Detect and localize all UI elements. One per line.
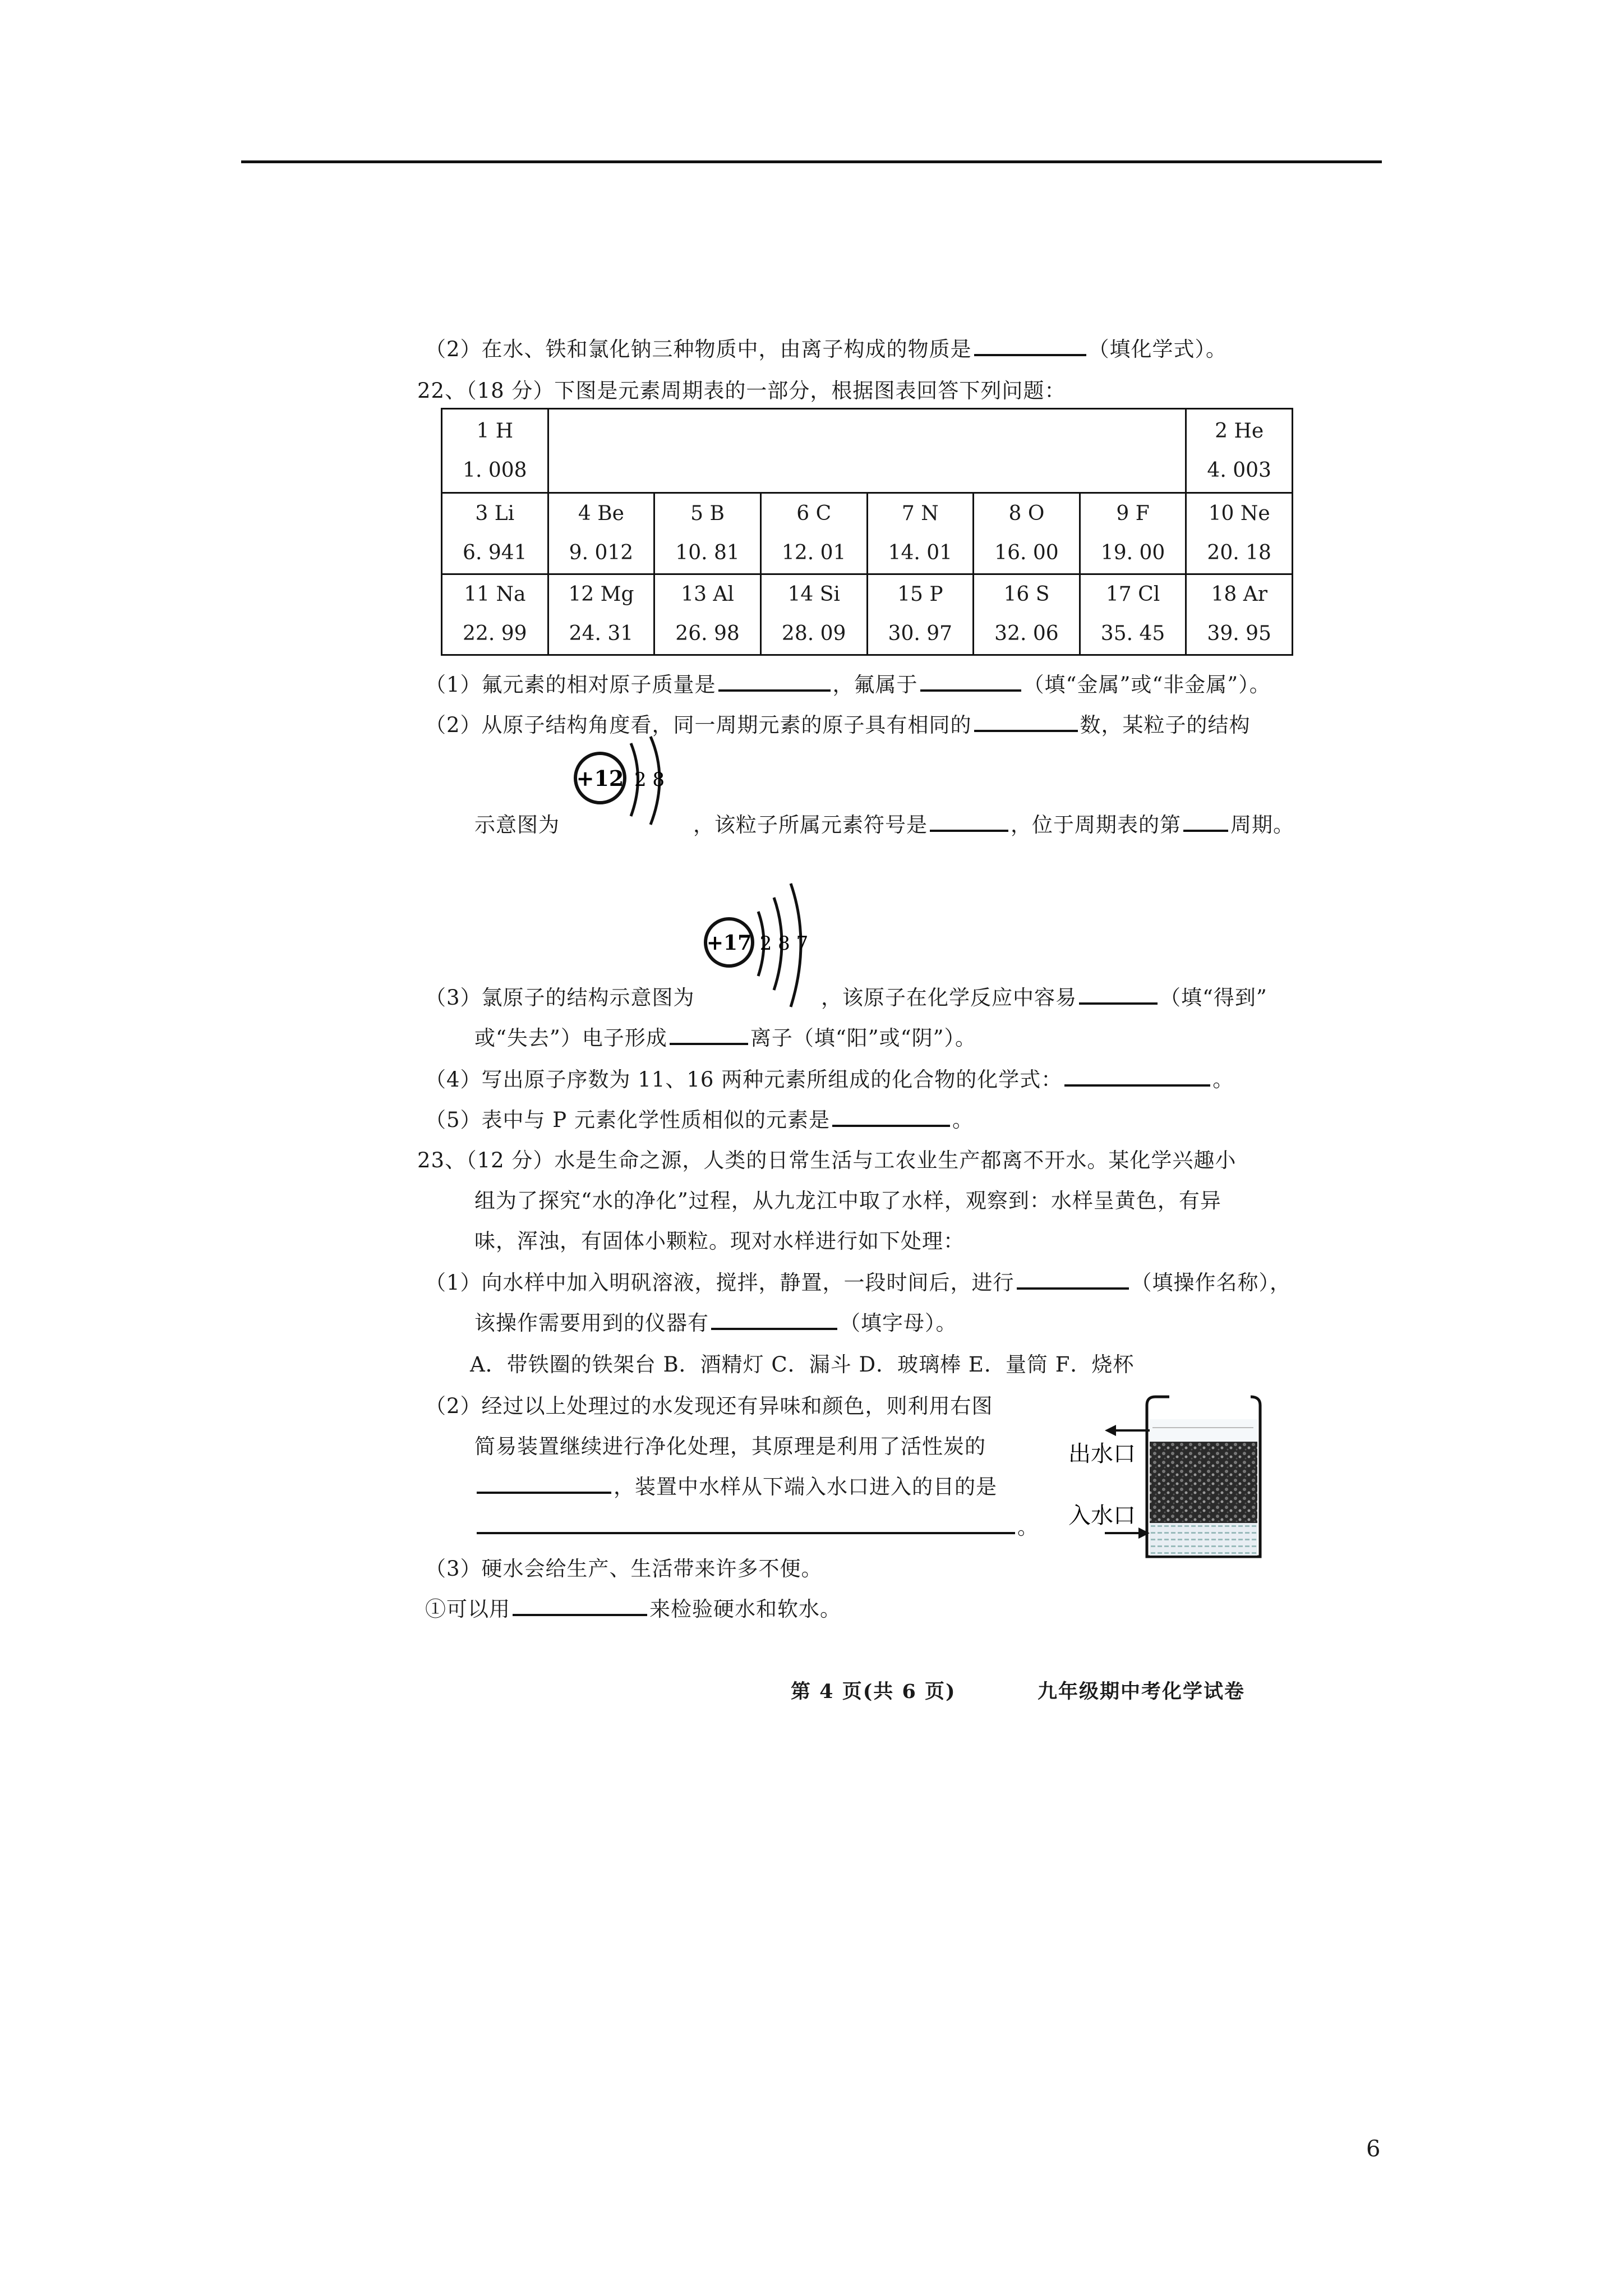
element-cell: 17 Cl 35. 45 [1080, 574, 1186, 655]
answer-blank[interactable] [920, 673, 1021, 692]
header-rule [241, 160, 1382, 163]
question-23-3: （3）硬水会给生产、生活带来许多不便。 [425, 1557, 823, 1581]
question-22-1: （1）氟元素的相对原子质量是 ，氟属于 （填“金属”或“非金属”）。 [425, 673, 1271, 697]
element-cell: 14 Si 28. 09 [760, 574, 867, 655]
question-22-2-cont: 示意图为 [474, 813, 560, 837]
svg-text:出水口: 出水口 [1068, 1441, 1136, 1467]
element-cell: 7 N 14. 01 [867, 493, 974, 574]
question-22-3-cont: ，该原子在化学反应中容易 （填“得到” [821, 986, 1267, 1010]
question-22-3-line2: 或“失去”）电子形成 离子（填“阳”或“阴”）。 [474, 1026, 977, 1050]
answer-blank[interactable] [930, 813, 1008, 832]
question-23-options: A．带铁圈的铁架台 B．酒精灯 C．漏斗 D．玻璃棒 E．量筒 F．烧杯 [470, 1352, 1135, 1377]
question-22-title: 22、（18 分）下图是元素周期表的一部分，根据图表回答下列问题： [417, 379, 1066, 403]
question-23-2: （2）经过以上处理过的水发现还有异味和颜色，则利用右图 [425, 1394, 993, 1418]
element-cell: 1 H 1. 008 [442, 409, 548, 493]
water-purifier-diagram [1063, 1388, 1287, 1579]
page-number: 6 [1366, 2136, 1381, 2162]
table-gap [548, 409, 1186, 493]
question-23-3-1: ①可以用 来检验硬水和软水。 [425, 1597, 841, 1621]
answer-blank[interactable] [477, 1515, 1015, 1534]
footer-exam-title: 九年级期中考化学试卷 [1038, 1680, 1246, 1703]
element-cell: 13 Al 26. 98 [654, 574, 761, 655]
answer-blank[interactable] [1017, 1271, 1129, 1290]
question-22-2-cont2: ，该粒子所属元素符号是 ，位于周期表的第 周期。 [693, 813, 1294, 837]
question-21-2: （2）在水、铁和氯化钠三种物质中，由离子构成的物质是 （填化学式）。 [425, 337, 1228, 361]
svg-text:2 8 7: 2 8 7 [759, 932, 809, 955]
question-22-2: （2）从原子结构角度看，同一周期元素的原子具有相同的 数，某粒子的结构 [425, 713, 1251, 737]
question-23-1: （1）向水样中加入明矾溶液，搅拌，静置，一段时间后，进行 （填操作名称）， [425, 1271, 1292, 1295]
question-23-1-cont: 该操作需要用到的仪器有 （填字母）。 [474, 1311, 957, 1335]
question-23-2-line2: 简易装置继续进行净化处理，其原理是利用了活性炭的 [474, 1434, 986, 1458]
answer-blank[interactable] [974, 713, 1078, 732]
question-22-3: （3）氯原子的结构示意图为 [425, 986, 695, 1010]
svg-text:2 8: 2 8 [634, 769, 665, 791]
element-cell: 11 Na 22. 99 [442, 574, 548, 655]
chlorine-atom-diagram [695, 869, 841, 1021]
question-23-line2: 组为了探究“水的净化”过程，从九龙江中取了水样，观察到：水样呈黄色，有异 [474, 1189, 1221, 1213]
element-cell: 5 B 10. 81 [654, 493, 761, 574]
element-cell: 8 O 16. 00 [974, 493, 1080, 574]
answer-blank[interactable] [513, 1597, 647, 1616]
answer-blank[interactable] [477, 1475, 611, 1494]
answer-blank[interactable] [718, 673, 831, 692]
svg-text:+12: +12 [576, 766, 624, 791]
element-cell: 4 Be 9. 012 [548, 493, 654, 574]
element-cell: 18 Ar 39. 95 [1186, 574, 1293, 655]
svg-text:+17: +17 [706, 931, 752, 955]
question-22-5: （5）表中与 P 元素化学性质相似的元素是 。 [425, 1108, 974, 1132]
question-22-4: （4）写出原子序数为 11、16 两种元素所组成的化合物的化学式： 。 [425, 1068, 1234, 1092]
element-cell: 6 C 12. 01 [760, 493, 867, 574]
answer-blank[interactable] [1183, 813, 1228, 832]
element-cell: 10 Ne 20. 18 [1186, 493, 1293, 574]
element-cell: 9 F 19. 00 [1080, 493, 1186, 574]
answer-blank[interactable] [711, 1311, 837, 1330]
answer-blank[interactable] [832, 1108, 950, 1127]
element-cell: 2 He 4. 003 [1186, 409, 1293, 493]
answer-blank[interactable] [1079, 986, 1158, 1005]
svg-text:入水口: 入水口 [1068, 1503, 1136, 1529]
mg-ion-structure-diagram [566, 732, 701, 844]
element-cell: 12 Mg 24. 31 [548, 574, 654, 655]
element-cell: 3 Li 6. 941 [442, 493, 548, 574]
answer-blank[interactable] [1064, 1068, 1210, 1087]
periodic-table [441, 408, 1293, 656]
answer-blank[interactable] [670, 1026, 748, 1045]
answer-blank[interactable] [974, 337, 1086, 356]
element-cell: 15 P 30. 97 [867, 574, 974, 655]
footer-page-info: 第 4 页(共 6 页) [791, 1680, 956, 1703]
question-23-2-line3: ，装置中水样从下端入水口进入的目的是 [474, 1470, 997, 1500]
question-23-title: 23、（12 分）水是生命之源，人类的日常生活与工农业生产都离不开水。某化学兴趣小 [417, 1148, 1237, 1172]
question-23-2-line4: 。 [474, 1510, 1039, 1540]
element-cell: 16 S 32. 06 [974, 574, 1080, 655]
question-23-line3: 味，浑浊，有固体小颗粒。现对水样进行如下处理： [474, 1229, 965, 1253]
